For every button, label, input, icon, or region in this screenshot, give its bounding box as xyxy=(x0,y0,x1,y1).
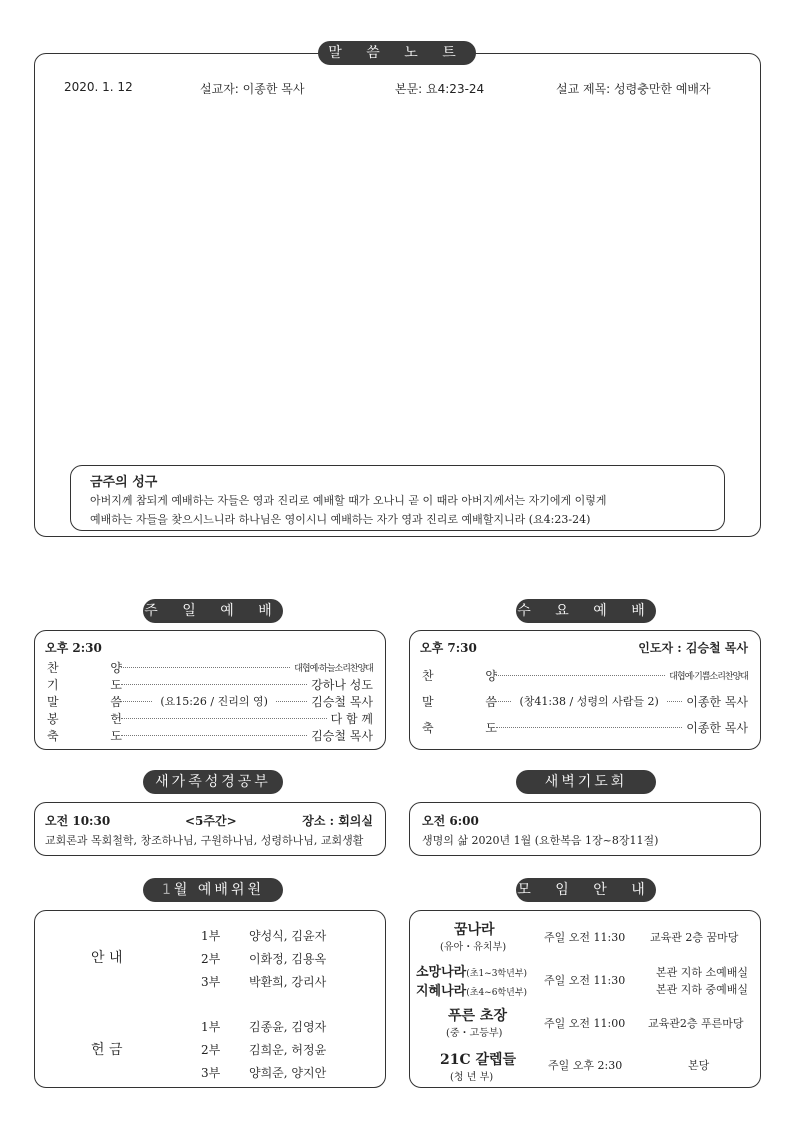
sunday-time: 오후 2:30 xyxy=(45,641,102,655)
row-value: 다 함 께 xyxy=(330,711,373,726)
dawn-time: 오전 6:00 xyxy=(422,814,479,828)
wednesday-worship-box xyxy=(409,630,761,750)
committee-part: 1부 xyxy=(201,929,221,943)
row-label: 찬 양 xyxy=(47,660,146,675)
meeting-sub: (초4~6학년부) xyxy=(466,988,528,998)
row-label: 봉 헌 xyxy=(47,711,146,726)
committee-names: 양희준, 양지안 xyxy=(249,1066,327,1080)
committee-names: 김희운, 허정윤 xyxy=(249,1043,327,1057)
verse-line-1: 아버지께 참되게 예배하는 자들은 영과 진리로 예배할 때가 오나니 곧 이 때라 아버지께서는 자기에게 이렇게 xyxy=(90,494,607,507)
wednesday-time: 오후 7:30 xyxy=(420,641,477,655)
committee-label: 월 예배위원 xyxy=(173,882,264,898)
meeting-place: 교육관2층 푸른마당 xyxy=(648,1017,744,1030)
meeting-name: 21C 갈렙들 xyxy=(440,1052,517,1068)
meeting-place: 교육관 2층 꿈마당 xyxy=(650,931,739,944)
wednesday-row xyxy=(422,666,748,684)
dot-leader xyxy=(496,701,511,702)
dot-leader xyxy=(496,727,682,728)
meeting-time: 주일 오전 11:30 xyxy=(544,931,626,944)
wednesday-row xyxy=(422,718,748,736)
row-value: 대협예·기쁨소리찬양대 xyxy=(669,671,748,682)
committee-part: 3부 xyxy=(201,975,221,989)
wednesday-worship-title: 수 요 예 배 xyxy=(516,599,656,623)
meeting-place: 본관 지하 소예배실 xyxy=(656,966,749,979)
verse-line-2: 예배하는 자들을 찾으시느니라 하나님은 영이시니 예배하는 자가 영과 진리로 예배할지니라 (요4:23-24) xyxy=(90,513,591,526)
dot-leader xyxy=(496,675,665,676)
sunday-worship-title: 주 일 예 배 xyxy=(143,599,283,623)
meeting-name-pair xyxy=(416,961,527,980)
committee-month: 1 xyxy=(162,882,174,898)
dot-leader xyxy=(121,667,290,668)
row-label: 말 씀 xyxy=(422,694,521,709)
meeting-name-pair xyxy=(416,980,527,999)
verse-title: 금주의 성구 xyxy=(90,475,158,490)
row-label: 축 도 xyxy=(47,728,146,743)
committee-part: 2부 xyxy=(201,952,221,966)
dot-leader xyxy=(276,701,307,702)
family-sessions: <5주간> xyxy=(185,814,237,828)
dot-leader xyxy=(667,701,682,702)
meeting-name: 푸른 초장 xyxy=(448,1008,507,1024)
meeting-name: 지혜나라 xyxy=(416,984,467,999)
committee-title xyxy=(143,878,283,902)
sermon-date: 2020. 1. 12 xyxy=(64,80,133,94)
dot-leader xyxy=(121,735,307,736)
committee-group-name: 안 내 xyxy=(91,950,123,966)
wednesday-row xyxy=(422,692,748,710)
row-value: 대협예·하늘소리찬양대 xyxy=(294,663,373,674)
committee-names: 박환희, 강리사 xyxy=(249,975,327,989)
meeting-name: 소망나라 xyxy=(416,965,467,980)
committee-group-name: 헌 금 xyxy=(91,1042,123,1058)
sunday-row xyxy=(47,726,373,744)
meeting-name: 꿈나라 xyxy=(454,922,495,938)
dot-leader xyxy=(121,701,152,702)
meeting-sub: (초1~3학년부) xyxy=(466,969,528,979)
family-study-title: 새가족성경공부 xyxy=(143,770,283,794)
meeting-time: 주일 오전 11:00 xyxy=(544,1017,626,1030)
committee-names: 양성식, 김윤자 xyxy=(249,929,327,943)
family-topics: 교회론과 목회철학, 창조하나님, 구원하나님, 성령하나님, 교회생활 xyxy=(45,834,364,847)
sunday-row xyxy=(47,709,373,727)
sunday-row xyxy=(47,675,373,693)
row-value: 김승철 목사 xyxy=(311,694,374,709)
sermon-scripture: 본문: 요4:23-24 xyxy=(395,82,485,96)
family-study-box xyxy=(34,802,386,856)
sunday-row xyxy=(47,658,373,676)
sermon-preacher: 설교자: 이종한 목사 xyxy=(200,82,305,96)
sunday-worship-box xyxy=(34,630,386,750)
sermon-subject: 설교 제목: 성령충만한 예배자 xyxy=(556,82,711,96)
row-middle: (창41:38 / 성령의 사람들 2) xyxy=(519,695,659,708)
row-label: 찬 양 xyxy=(422,668,521,683)
wednesday-leader: 인도자 : 김승철 목사 xyxy=(638,641,748,655)
committee-part: 2부 xyxy=(201,1043,221,1057)
row-label: 말 씀 xyxy=(47,694,146,709)
row-value: 강하나 성도 xyxy=(311,677,373,692)
row-label: 축 도 xyxy=(422,720,521,735)
committee-part: 3부 xyxy=(201,1066,221,1080)
committee-part: 1부 xyxy=(201,1020,221,1034)
sermon-note-title: 말 씀 노 트 xyxy=(318,41,476,65)
dot-leader xyxy=(121,684,307,685)
committee-box xyxy=(34,910,386,1088)
family-place: 장소 : 회의실 xyxy=(302,814,373,828)
meeting-sub: (중・고등부) xyxy=(446,1028,503,1039)
dawn-prayer-box xyxy=(409,802,761,856)
committee-names: 이화정, 김용옥 xyxy=(249,952,327,966)
sunday-row xyxy=(47,692,373,710)
row-middle: (요15:26 / 진리의 영) xyxy=(160,695,268,708)
family-time: 오전 10:30 xyxy=(45,814,111,828)
meeting-place: 본관 지하 중예배실 xyxy=(656,983,749,996)
dot-leader xyxy=(121,718,327,719)
meetings-box xyxy=(409,910,761,1088)
meeting-time: 주일 오전 11:30 xyxy=(544,974,626,987)
meeting-sub: (유아・유치부) xyxy=(440,942,507,953)
dawn-prayer-title: 새벽기도회 xyxy=(516,770,656,794)
dawn-desc: 생명의 삶 2020년 1월 (요한복음 1장~8장11절) xyxy=(422,834,659,847)
meeting-sub: (청 년 부) xyxy=(450,1072,494,1083)
meeting-place: 본당 xyxy=(688,1059,710,1072)
meeting-time: 주일 오후 2:30 xyxy=(548,1059,623,1072)
committee-names: 김종윤, 김영자 xyxy=(249,1020,327,1034)
meetings-title: 모 임 안 내 xyxy=(516,878,656,902)
row-value: 이종한 목사 xyxy=(686,720,748,735)
row-value: 이종한 목사 xyxy=(686,694,749,709)
row-label: 기 도 xyxy=(47,677,146,692)
row-value: 김승철 목사 xyxy=(311,728,373,743)
